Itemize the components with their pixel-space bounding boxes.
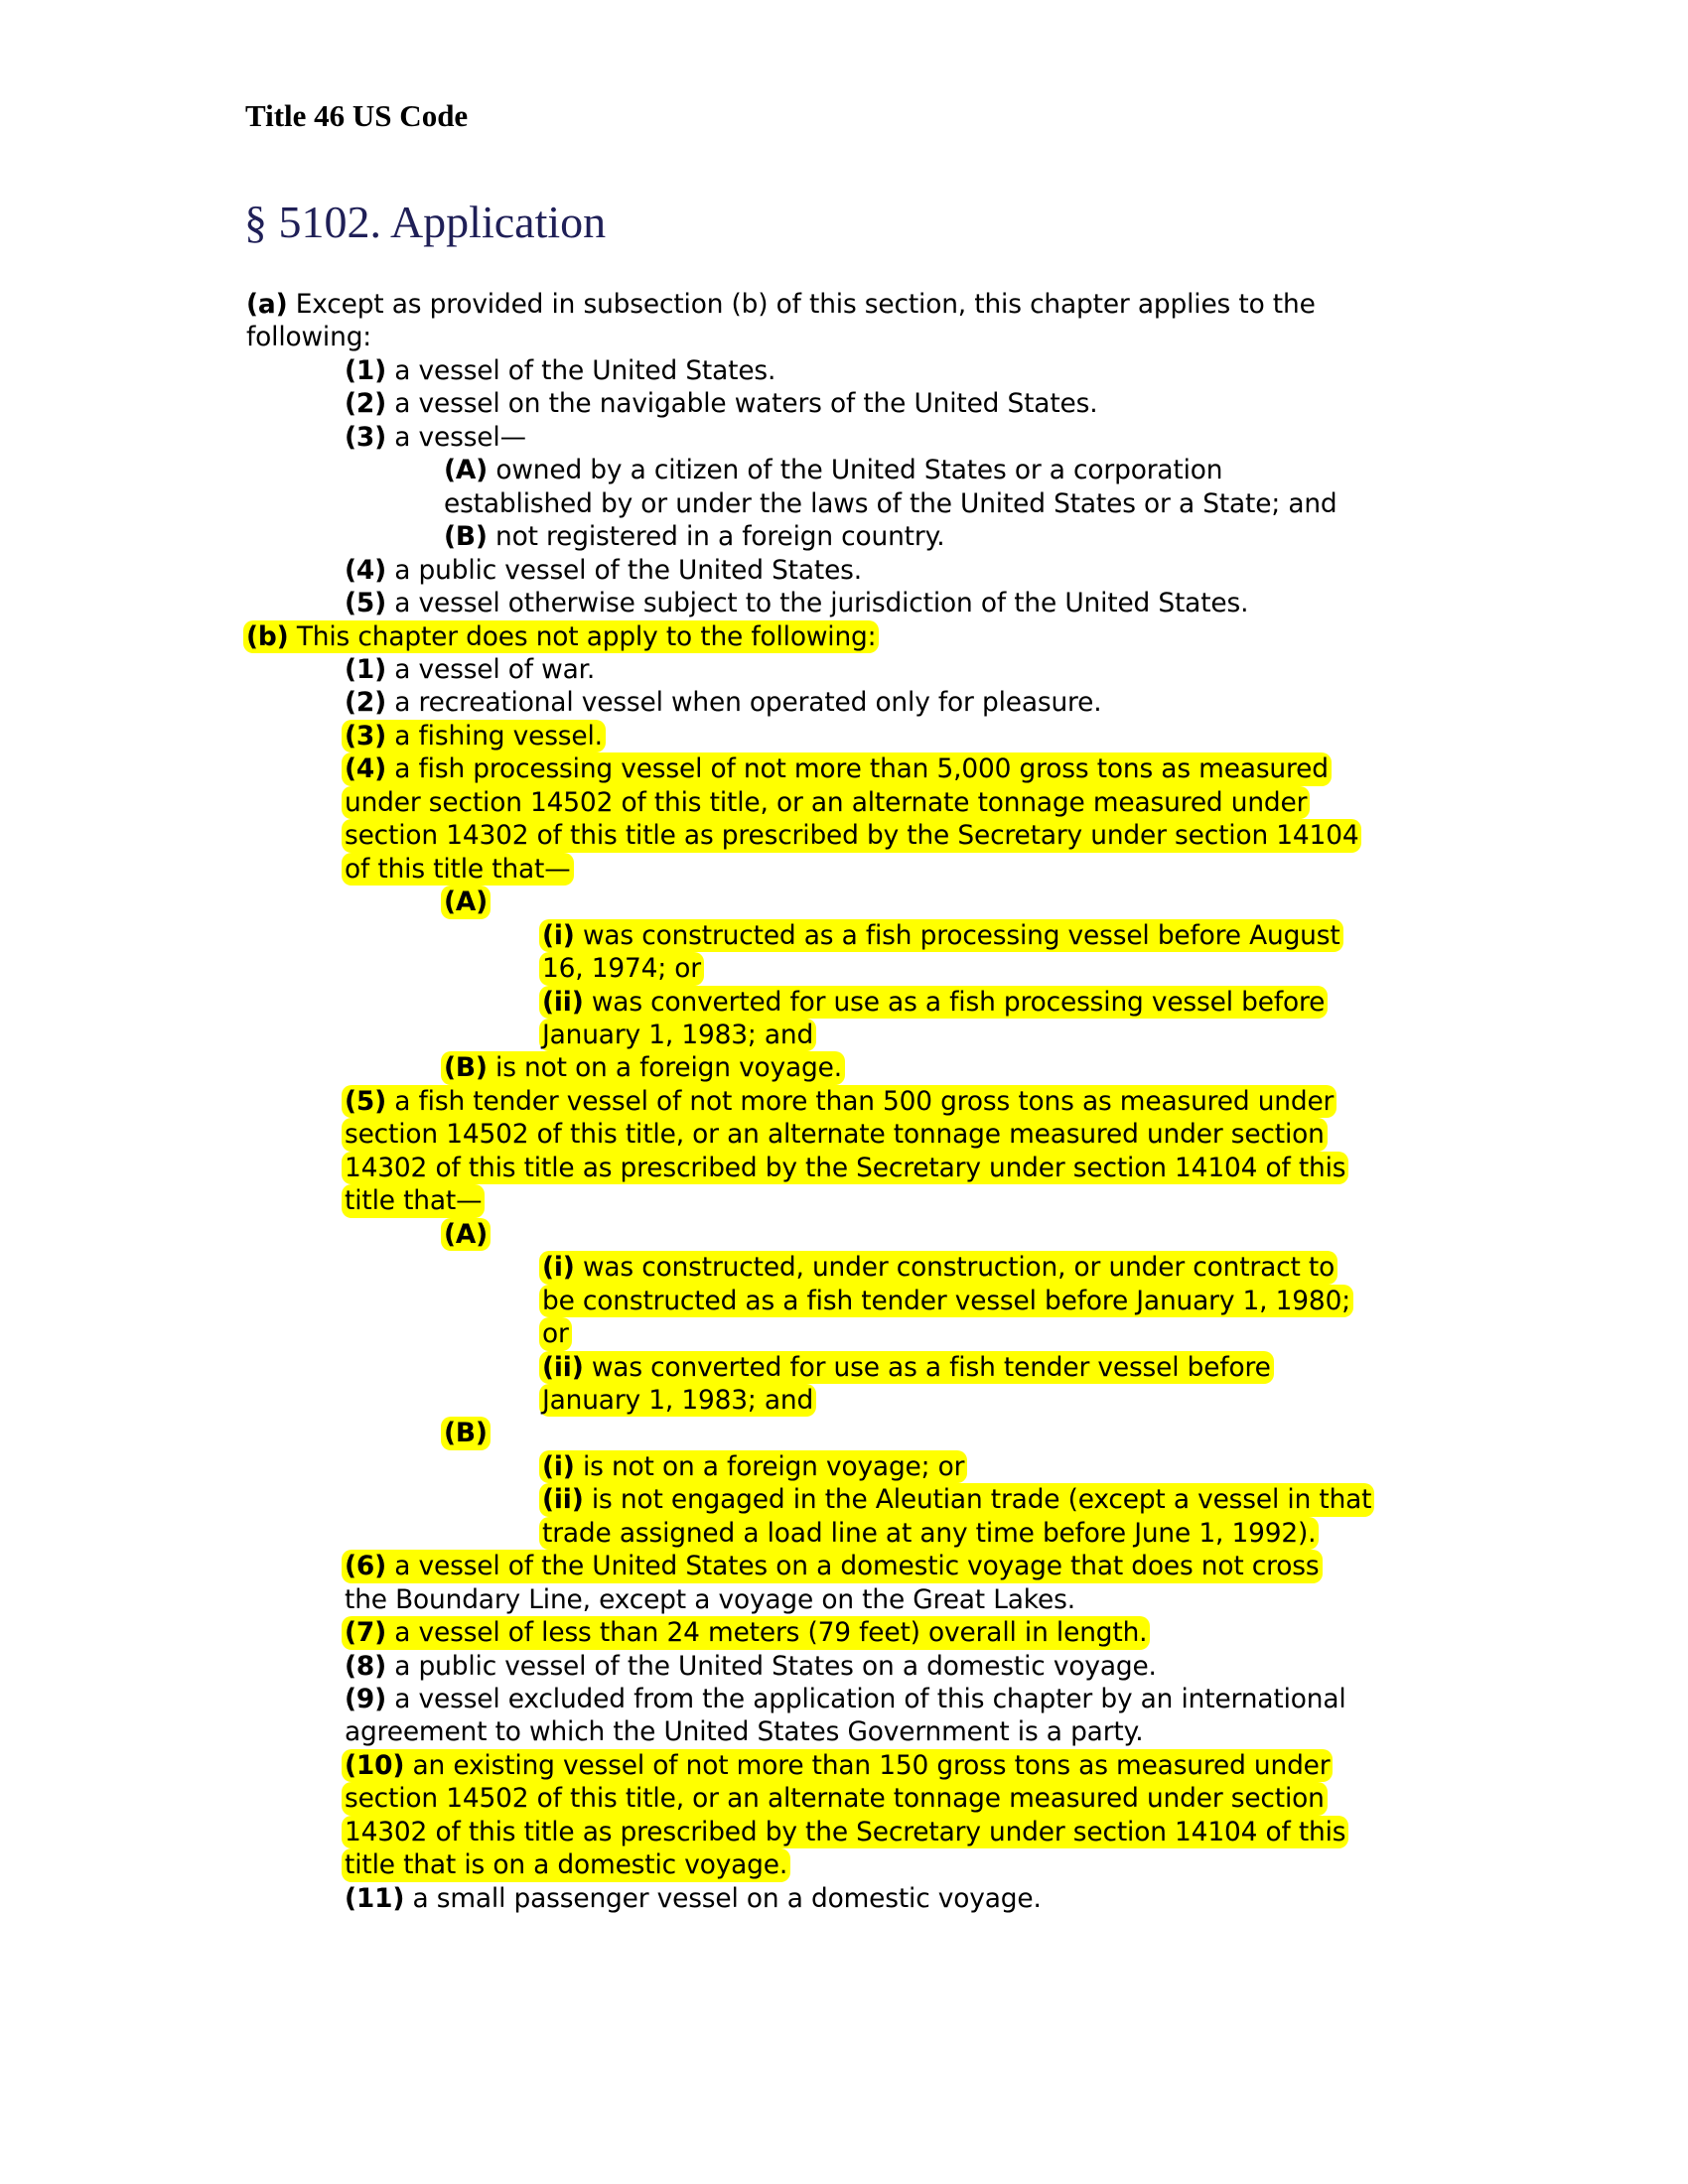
paragraph-text: a vessel excluded from the application of this chapter by an international [386,1684,1346,1715]
paragraph-text: a public vessel of the United States on a domestic voyage. [386,1650,1157,1682]
paragraph-text: a vessel of the United States. [386,354,776,386]
paragraph-label: (i) [542,1450,575,1482]
text-line [0,354,1688,387]
text-line [0,653,1688,686]
highlight-segment [342,1782,1328,1815]
text-line [0,686,1688,719]
paragraph-text: a vessel of less than 24 meters (79 feet) overall in length. [386,1617,1148,1649]
highlight-segment [342,819,1361,852]
paragraph-label: (ii) [542,986,584,1018]
highlighted-line [0,819,1688,852]
paragraph-text: under section 14502 of this title, or an alternate tonnage measured under [345,786,1308,818]
paragraph-text: established by or under the laws of the United States or a State; and [444,487,1337,519]
paragraph-text: January 1, 1983; and [542,1384,814,1416]
highlighted-line [0,1085,1688,1118]
paragraph-label: (A) [444,455,489,486]
highlight-segment [342,1118,1328,1151]
highlight-segment [539,919,1343,952]
text-line [0,587,1688,619]
paragraph-text: title that— [345,1185,483,1217]
text-line [0,1650,1688,1683]
highlighted-line [0,1184,1688,1217]
highlight-segment [342,1848,790,1881]
paragraph-text: a vessel of war. [386,653,596,685]
text-segment [342,1882,1045,1915]
highlighted-line [0,1051,1688,1084]
paragraph-text: 14302 of this title as prescribed by the Secretary under section 14104 of this [345,1152,1346,1183]
paragraph-text: agreement to which the United States Government is a party. [345,1716,1144,1748]
highlight-segment [342,853,574,886]
paragraph-text: a public vessel of the United States. [386,554,863,586]
paragraph-label: (A) [444,887,489,918]
paragraph-label: (B) [444,521,488,553]
paragraph-text: a fish tender vessel of not more than 500 gross tons as measured under [386,1085,1335,1117]
paragraph-text: section 14502 of this title, or an alternate tonnage measured under section [345,1783,1325,1815]
highlight-segment [342,1616,1150,1649]
paragraph-label: (3) [345,720,387,751]
highlight-segment [243,620,879,653]
paragraph-text: or [542,1318,569,1350]
paragraph-text: a fish processing vessel of not more than 5,000 gross tons as measured [386,753,1329,785]
paragraph-label: (7) [345,1617,387,1649]
paragraph-label: (4) [345,554,387,586]
text-line [0,554,1688,587]
highlight-segment [539,1517,1319,1550]
text-line [0,487,1688,520]
paragraph-text: was converted for use as a fish tender vessel before [583,1351,1271,1383]
paragraph-label: (ii) [542,1484,584,1516]
highlight-segment [342,1816,1348,1848]
paragraph-text: an existing vessel of not more than 150 gross tons as measured under [404,1749,1331,1781]
highlight-segment [539,1251,1337,1284]
text-segment [342,1583,1078,1616]
text-line [0,1715,1688,1748]
text-segment [342,587,1251,619]
highlighted-line [0,1152,1688,1184]
paragraph-text: a vessel of the United States on a domestic voyage that does not cross [386,1551,1320,1582]
paragraph-text: trade assigned a load line at any time before June 1, 1992). [542,1517,1317,1549]
highlighted-line [0,1251,1688,1284]
text-line [0,288,1688,321]
document-header: Title 46 US Code [245,98,469,133]
highlighted-line [0,720,1688,752]
paragraph-text: Except as provided in subsection (b) of this section, this chapter applies to the [287,289,1316,320]
paragraph-label: (5) [345,1085,387,1117]
paragraph-text: a recreational vessel when operated only for pleasure. [386,687,1102,719]
text-segment [342,554,865,587]
highlighted-line [0,1118,1688,1151]
highlight-segment [539,1351,1274,1384]
highlighted-line [0,1749,1688,1782]
paragraph-text: a vessel— [386,421,526,453]
text-segment [342,1650,1160,1683]
paragraph-text: This chapter does not apply to the following: [288,620,877,652]
paragraph-text: section 14502 of this title, or an alternate tonnage measured under section [345,1119,1325,1151]
highlight-segment [342,1749,1333,1782]
highlight-segment [441,1218,491,1251]
paragraph-text: a vessel otherwise subject to the jurisdiction of the United States. [386,588,1249,619]
text-segment [342,686,1105,719]
highlighted-line [0,1019,1688,1051]
highlight-segment [441,1417,491,1449]
paragraph-label: (i) [542,1252,575,1284]
highlight-segment [539,1019,816,1051]
highlighted-line [0,1517,1688,1550]
text-segment [342,421,529,454]
highlighted-line [0,853,1688,886]
highlight-segment [539,952,704,985]
text-line [0,520,1688,553]
text-line [0,1583,1688,1616]
highlight-segment [539,1384,816,1417]
paragraph-text: was constructed as a fish processing vessel before August [574,919,1340,951]
highlight-segment [342,1550,1323,1582]
paragraph-label: (8) [345,1650,387,1682]
highlighted-line [0,620,1688,653]
highlight-segment [342,720,606,752]
paragraph-label: (b) [246,620,289,652]
highlighted-line [0,1816,1688,1848]
paragraph-text: owned by a citizen of the United States or a corporation [488,455,1223,486]
highlight-segment [539,1450,967,1483]
paragraph-label: (1) [345,354,387,386]
text-segment [243,321,374,353]
text-segment [342,1683,1349,1715]
highlighted-line [0,752,1688,785]
highlighted-line [0,952,1688,985]
paragraph-text: following: [246,322,372,353]
text-segment [243,288,1319,321]
paragraph-text: of this title that— [345,853,571,885]
paragraph-label: (11) [345,1882,405,1914]
highlight-segment [441,886,491,918]
text-line [0,421,1688,454]
text-line [0,321,1688,353]
paragraph-label: (10) [345,1749,405,1781]
text-segment [441,454,1225,486]
paragraph-text: is not on a foreign voyage. [487,1052,842,1084]
paragraph-label: (B) [444,1052,488,1084]
paragraph-text: a small passenger vessel on a domestic voyage. [404,1882,1042,1914]
paragraph-text: section 14302 of this title as prescribed by the Secretary under section 14104 [345,820,1359,852]
highlighted-line [0,1616,1688,1649]
section-title: § 5102. Application [244,197,607,247]
paragraph-text: is not engaged in the Aleutian trade (except a vessel in that [583,1484,1372,1516]
paragraph-label: (i) [542,919,575,951]
paragraph-label: (a) [246,289,288,320]
highlight-segment [441,1051,845,1084]
paragraph-label: (3) [345,421,387,453]
paragraph-label: (A) [444,1218,489,1250]
text-line [0,387,1688,420]
highlighted-line [0,1550,1688,1582]
paragraph-text: be constructed as a fish tender vessel before January 1, 1980; [542,1285,1350,1316]
paragraph-label: (1) [345,653,387,685]
text-segment [342,387,1100,420]
statute-body [0,288,1688,1915]
paragraph-text: January 1, 1983; and [542,1019,814,1050]
highlighted-line [0,919,1688,952]
highlight-segment [342,1184,485,1217]
text-line [0,1882,1688,1915]
highlight-segment [342,752,1332,785]
paragraph-label: (2) [345,388,387,420]
paragraph-text: the Boundary Line, except a voyage on the Great Lakes. [345,1583,1075,1615]
text-segment [342,354,778,387]
paragraph-label: (B) [444,1418,488,1449]
highlight-segment [539,1317,572,1350]
highlighted-line [0,1285,1688,1317]
highlight-segment [539,986,1328,1019]
paragraph-label: (4) [345,753,387,785]
highlighted-line [0,886,1688,918]
highlighted-line [0,1384,1688,1417]
paragraph-text: 16, 1974; or [542,953,701,985]
text-line [0,454,1688,486]
highlight-segment [342,786,1310,819]
highlight-segment [539,1483,1374,1516]
paragraph-text: was constructed, under construction, or under contract to [574,1252,1336,1284]
highlighted-line [0,986,1688,1019]
paragraph-label: (6) [345,1551,387,1582]
paragraph-text: a fishing vessel. [386,720,603,751]
highlight-segment [539,1285,1353,1317]
text-line [0,1683,1688,1715]
paragraph-text: was converted for use as a fish processing vessel before [583,986,1326,1018]
text-segment [342,653,598,686]
text-segment [342,1715,1147,1748]
text-segment [441,520,948,553]
paragraph-label: (ii) [542,1351,584,1383]
paragraph-text: title that is on a domestic voyage. [345,1849,788,1881]
paragraph-text: is not on a foreign voyage; or [574,1450,965,1482]
highlight-segment [342,1085,1336,1118]
highlighted-line [0,1483,1688,1516]
paragraph-text: not registered in a foreign country. [487,521,945,553]
text-segment [441,487,1340,520]
paragraph-label: (5) [345,588,387,619]
highlighted-line [0,1417,1688,1449]
paragraph-label: (2) [345,687,387,719]
highlighted-line [0,1351,1688,1384]
paragraph-label: (9) [345,1684,387,1715]
highlighted-line [0,1782,1688,1815]
paragraph-text: a vessel on the navigable waters of the United States. [386,388,1098,420]
highlighted-line [0,1450,1688,1483]
highlighted-line [0,1317,1688,1350]
highlighted-line [0,1848,1688,1881]
paragraph-text: 14302 of this title as prescribed by the Secretary under section 14104 of this [345,1816,1346,1847]
highlighted-line [0,1218,1688,1251]
highlighted-line [0,786,1688,819]
highlight-segment [342,1152,1348,1184]
